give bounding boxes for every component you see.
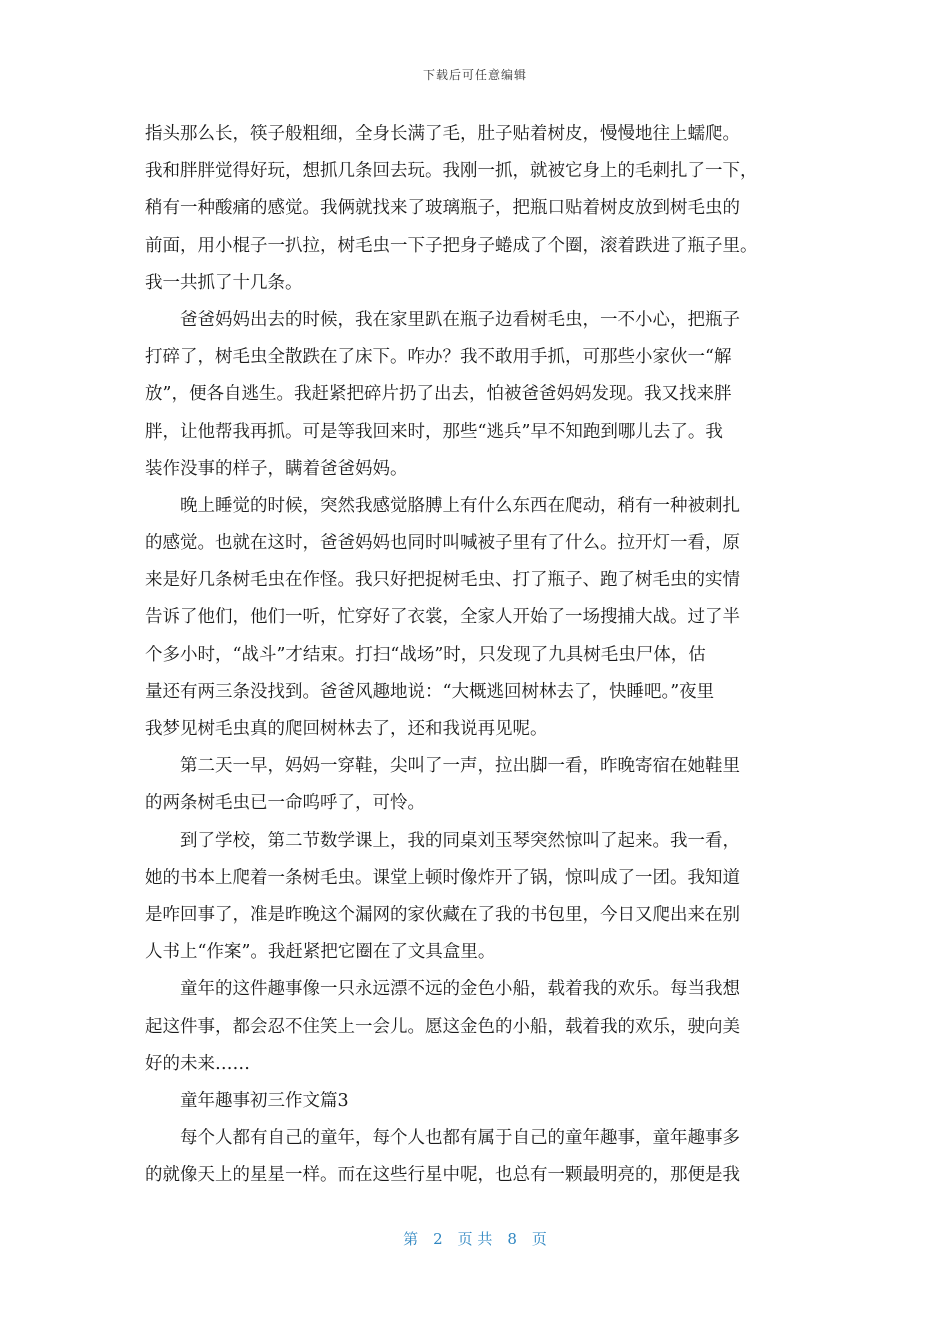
- text-line: 告诉了他们，他们一听，忙穿好了衣裳，全家人开始了一场搜捕大战。过了半: [145, 607, 740, 628]
- text-line: 的就像天上的星星一样。而在这些行星中呢，也总有一颗最明亮的，那便是我: [145, 1165, 740, 1186]
- text-line: 装作没事的样子，瞒着爸爸妈妈。: [145, 458, 408, 479]
- text-line: 胖，让他帮我再抓。可是等我回来时，那些“逃兵”早不知跑到哪儿去了。我: [145, 421, 723, 442]
- text-line: 每个人都有自己的童年，每个人也都有属于自己的童年趣事，童年趣事多: [145, 1128, 740, 1149]
- text-line: 到了学校，第二节数学课上，我的同桌刘玉琴突然惊叫了起来。我一看，: [145, 830, 740, 851]
- text-line: 晚上睡觉的时候，突然我感觉胳膊上有什么东西在爬动，稍有一种被刺扎: [145, 495, 740, 516]
- page-number: 第 2 页 共 8 页: [403, 1230, 547, 1248]
- text-line: 爸爸妈妈出去的时候，我在家里趴在瓶子边看树毛虫，一不小心，把瓶子: [145, 309, 740, 330]
- text-line: 个多小时，“战斗”才结束。打扫“战场”时，只发现了九具树毛虫尸体，估: [145, 644, 706, 665]
- text-line: 我和胖胖觉得好玩，想抓几条回去玩。我刚一抓，就被它身上的毛刺扎了一下，: [145, 161, 758, 182]
- text-line: 来是好几条树毛虫在作怪。我只好把捉树毛虫、打了瓶子、跑了树毛虫的实情: [145, 570, 740, 591]
- text-line: 是咋回事了，准是昨晚这个漏网的家伙藏在了我的书包里，今日又爬出来在别: [145, 904, 740, 925]
- text-line: 放”，便各自逃生。我赶紧把碎片扔了出去，怕被爸爸妈妈发现。我又找来胖: [145, 384, 732, 405]
- text-line: 量还有两三条没找到。爸爸风趣地说：“大概逃回树林去了，快睡吧。”夜里: [145, 681, 715, 702]
- text-line: 打碎了，树毛虫全散跌在了床下。咋办？我不敢用手抓，可那些小家伙一“解: [145, 347, 732, 368]
- text-line: 童年的这件趣事像一只永远漂不远的金色小船，载着我的欢乐。每当我想: [145, 979, 740, 1000]
- text-line: 人书上“作案”。我赶紧把它圈在了文具盒里。: [145, 942, 496, 963]
- text-line: 指头那么长，筷子般粗细，全身长满了毛，肚子贴着树皮，慢慢地往上蠕爬。: [145, 124, 740, 144]
- text-line: 我梦见树毛虫真的爬回树林去了，还和我说再见呢。: [145, 719, 548, 739]
- text-line: 她的书本上爬着一条树毛虫。课堂上顿时像炸开了锅，惊叫成了一团。我知道: [145, 867, 740, 888]
- text-line: 稍有一种酸痛的感觉。我俩就找来了玻璃瓶子，把瓶口贴着树皮放到树毛虫的: [145, 198, 740, 219]
- document-body: [145, 116, 807, 1194]
- text-line: 前面，用小棍子一扒拉，树毛虫一下子把身子蜷成了个圈，滚着跌进了瓶子里。: [145, 235, 758, 256]
- page-header: 下载后可任意编辑: [422, 68, 527, 82]
- text-line: 的感觉。也就在这时，爸爸妈妈也同时叫喊被子里有了什么。拉开灯一看，原: [145, 533, 740, 554]
- text-line: 第二天一早，妈妈一穿鞋，尖叫了一声，拉出脚一看，昨晚寄宿在她鞋里: [145, 756, 740, 777]
- text-line: 起这件事，都会忍不住笑上一会儿。愿这金色的小船，载着我的欢乐，驶向美: [145, 1016, 740, 1037]
- text-line: 我一共抓了十几条。: [145, 272, 303, 293]
- text-line: 童年趣事初三作文篇3: [145, 1090, 349, 1111]
- text-line: 的两条树毛虫已一命呜呼了，可怜。: [145, 793, 425, 814]
- text-line: 好的未来……: [145, 1053, 250, 1074]
